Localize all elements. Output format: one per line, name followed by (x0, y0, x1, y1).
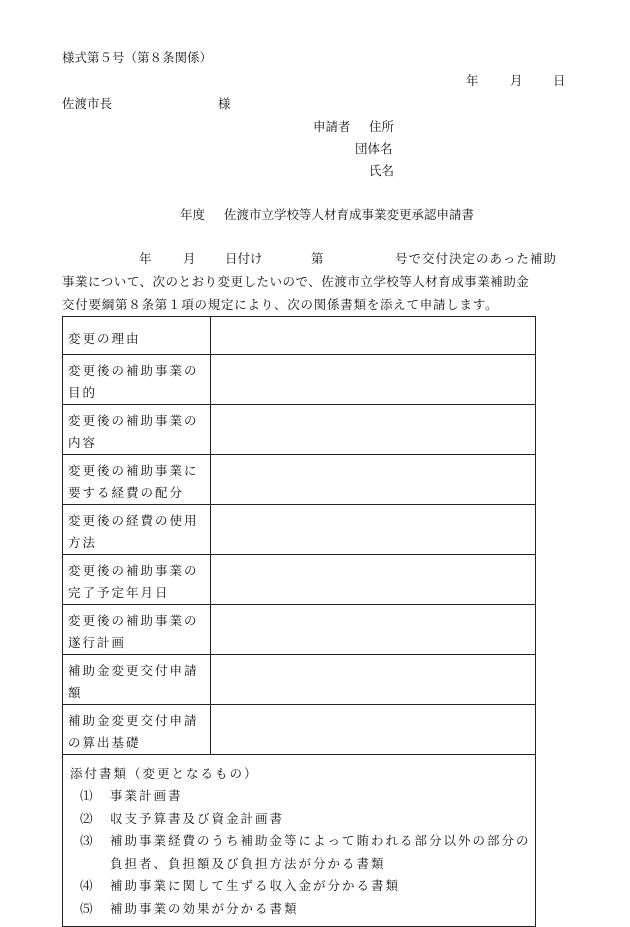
attachment-item-continuation: 負担者、負担額及び負担方法が分かる書類 (110, 855, 386, 871)
row-label-expense-usage: 変更後の経費の使用 方法 (63, 505, 211, 555)
row-label-expense-allocation: 変更後の補助事業に 要する経費の配分 (63, 455, 211, 505)
row-label-content: 変更後の補助事業の 内容 (63, 405, 211, 455)
table-row (63, 505, 536, 555)
table-row (63, 317, 536, 355)
date-year-label: 年 (466, 73, 479, 88)
applicant-label: 申請者 (313, 119, 351, 134)
applicant-name-label: 氏名 (369, 163, 395, 178)
value-cell-change-reason[interactable] (211, 317, 536, 355)
form-number: 様式第５号（第８条関係） (62, 50, 213, 65)
row-label-grant-amount: 補助金変更交付申請 額 (63, 655, 211, 705)
body-day-label: 日付け (225, 251, 263, 266)
row-label-purpose: 変更後の補助事業の 目的 (63, 355, 211, 405)
attachments-cell (63, 755, 536, 927)
attachments-title: 添付書類（変更となるもの） (70, 766, 259, 781)
attachment-item: ⑵ 収支予算書及び資金計画書 (80, 810, 285, 826)
table-row (63, 455, 536, 505)
value-cell-purpose[interactable] (211, 355, 536, 405)
document-title: 佐渡市立学校等人材育成事業変更承認申請書 (224, 207, 475, 222)
value-cell-execution-plan[interactable] (211, 605, 536, 655)
table-row (63, 405, 536, 455)
table-row (63, 555, 536, 605)
value-cell-calculation-basis[interactable] (211, 705, 536, 755)
title-year-label: 年度 (180, 207, 206, 222)
attachment-item: ⑴ 事業計画書 (80, 788, 183, 803)
value-cell-content[interactable] (211, 405, 536, 455)
row-label-calculation-basis: 補助金変更交付申請 の算出基礎 (63, 705, 211, 755)
table-row (63, 605, 536, 655)
value-cell-grant-amount[interactable] (211, 655, 536, 705)
table-row (63, 355, 536, 405)
body-line3: 交付要綱第８条第１項の規定により、次の関係書類を添えて申請します。 (62, 297, 499, 312)
table-row (63, 705, 536, 755)
table-row (63, 755, 536, 927)
value-cell-expense-usage[interactable] (211, 505, 536, 555)
attachment-item: ⑶ 補助事業経費のうち補助金等によって賄われる部分以外の部分の (80, 833, 531, 848)
body-line1-rest: 号で交付決定のあった補助 (395, 251, 557, 266)
body-no-label: 第 (311, 251, 324, 266)
value-cell-expense-allocation[interactable] (211, 455, 536, 505)
body-month-label: 月 (183, 251, 196, 266)
body-year-label: 年 (139, 251, 152, 266)
row-label-change-reason: 変更の理由 (63, 317, 211, 355)
attachment-item: ⑷ 補助事業に関して生ずる収入金が分かる書類 (80, 878, 401, 893)
attachment-item: ⑸ 補助事業の効果が分かる書類 (80, 900, 299, 916)
row-label-execution-plan: 変更後の補助事業の 遂行計画 (63, 605, 211, 655)
row-label-completion-date: 変更後の補助事業の 完了予定年月日 (63, 555, 211, 605)
date-month-label: 月 (510, 73, 523, 88)
addressee-name: 佐渡市長 (62, 96, 113, 111)
table-row (63, 655, 536, 705)
body-line2: 事業について、次のとおり変更したいので、佐渡市立学校等人材育成事業補助金 (62, 274, 530, 289)
change-details-table (62, 316, 536, 927)
applicant-organization-label: 団体名 (355, 141, 393, 156)
date-day-label: 日 (553, 73, 566, 88)
addressee-honorific: 様 (218, 96, 231, 111)
value-cell-completion-date[interactable] (211, 555, 536, 605)
applicant-address-label: 住所 (369, 119, 395, 134)
